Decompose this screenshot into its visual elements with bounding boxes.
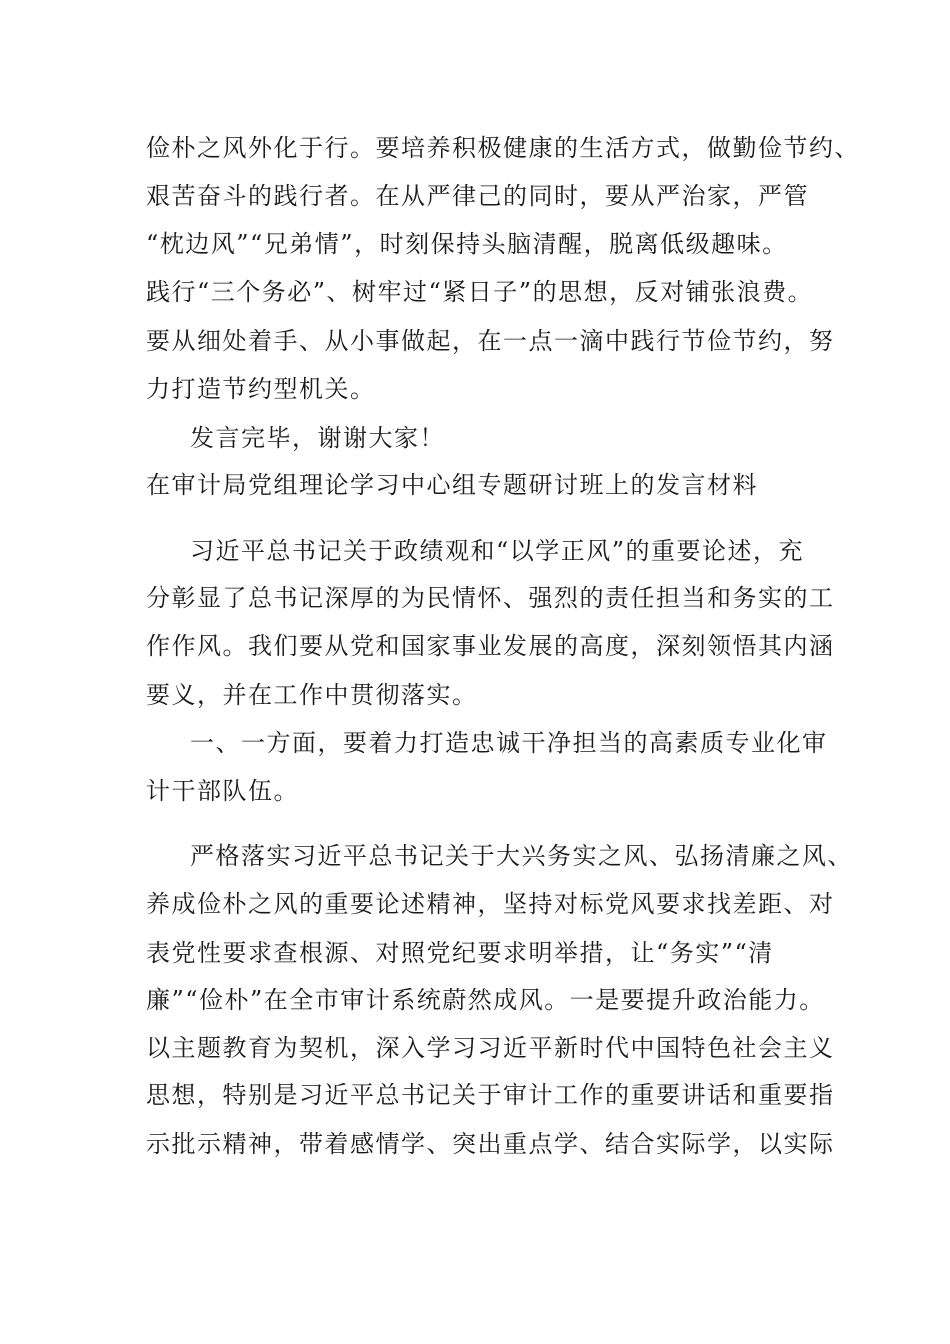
closing-line: 发言完毕，谢谢大家！ [190, 424, 445, 452]
section-heading: 计干部队伍。 [146, 777, 299, 805]
paragraph-line: 廉”“俭朴”在全市审计系统蔚然成风。一是要提升政治能力。 [146, 986, 825, 1014]
paragraph-line: 严格落实习近平总书记关于大兴务实之风、弘扬清廉之风、 [190, 842, 853, 870]
paragraph-line: 思想，特别是习近平总书记关于审计工作的重要讲话和重要指 [146, 1081, 835, 1109]
paragraph-line: 要从细处着手、从小事做起，在一点一滴中践行节俭节约，努 [146, 327, 835, 355]
paragraph-line: 力打造节约型机关。 [146, 375, 376, 403]
paragraph-line: 俭朴之风外化于行。要培养积极健康的生活方式，做勤俭节约、 [146, 134, 860, 162]
paragraph-line: 示批示精神，带着感情学、突出重点学、结合实际学，以实际 [146, 1130, 835, 1158]
paragraph-line: 表党性要求查根源、对照党纪要求明举措，让“务实”“清 [146, 939, 774, 967]
paragraph-line: “枕边风”“兄弟情”，时刻保持头脑清醒，脱离低级趣味。 [146, 230, 788, 258]
paragraph-line: 践行“三个务必”、树牢过“紧日子”的思想，反对铺张浪费。 [146, 278, 814, 306]
document-title: 在审计局党组理论学习中心组专题研讨班上的发言材料 [146, 471, 758, 499]
paragraph-line: 养成俭朴之风的重要论述精神，坚持对标党风要求找差距、对 [146, 890, 835, 918]
paragraph-line: 分彰显了总书记深厚的为民情怀、强烈的责任担当和务实的工 [146, 584, 835, 612]
paragraph-line: 习近平总书记关于政绩观和“以学正风”的重要论述，充 [190, 537, 805, 565]
paragraph-line: 艰苦奋斗的践行者。在从严律己的同时，要从严治家，严管 [146, 182, 809, 210]
paragraph-line: 要义，并在工作中贯彻落实。 [146, 681, 478, 709]
section-heading: 一、一方面，要着力打造忠诚干净担当的高素质专业化审 [190, 729, 828, 757]
paragraph-line: 作作风。我们要从党和国家事业发展的高度，深刻领悟其内涵 [146, 632, 835, 660]
paragraph-line: 以主题教育为契机，深入学习习近平新时代中国特色社会主义 [146, 1034, 835, 1062]
